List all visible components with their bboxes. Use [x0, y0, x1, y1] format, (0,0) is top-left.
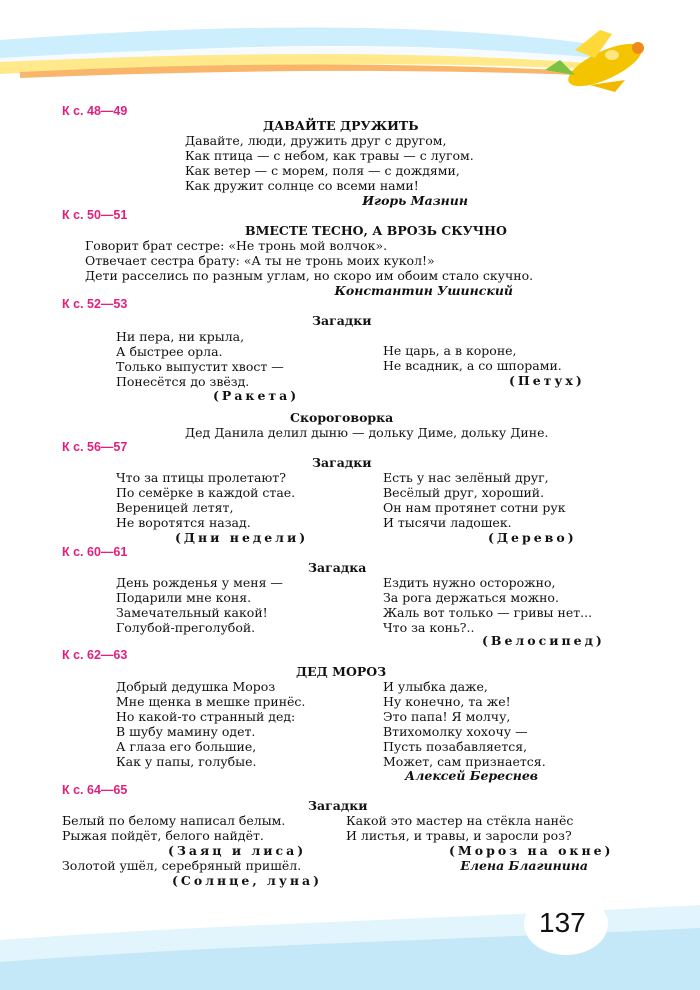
section-ref: К с. 62—63	[62, 648, 128, 662]
riddles-title: Загадки	[312, 455, 372, 470]
airplane-icon	[545, 30, 647, 95]
poem-line: Мне щенка в мешке принёс.	[116, 694, 306, 709]
riddle-right	[346, 813, 573, 843]
riddle-line: День рожденья у меня —	[116, 575, 283, 590]
author: Константин Ушинский	[334, 283, 513, 298]
section-ref: К с. 64—65	[62, 783, 128, 797]
riddle-line: Не всадник, а со шпорами.	[383, 358, 562, 373]
riddle-left	[116, 575, 283, 635]
riddle-line: И тысячи ладошек.	[383, 515, 512, 530]
riddle-line: Он нам протянет сотни рук	[383, 500, 566, 515]
author: Алексей Береснев	[405, 768, 538, 783]
riddle-right	[383, 470, 566, 530]
poem-title: ДЕД МОРОЗ	[296, 664, 387, 679]
riddle-line: Есть у нас зелёный друг,	[383, 470, 549, 485]
riddle-line: Что за конь?..	[383, 620, 475, 635]
poem-line: Это папа! Я молчу,	[383, 709, 511, 724]
riddle-answer: (Солнце, луна)	[172, 873, 323, 888]
riddle-answer: (Ракета)	[213, 388, 300, 403]
author: Игорь Мазнин	[362, 193, 468, 208]
poem-left	[116, 679, 305, 769]
section-ref: К с. 52—53	[62, 297, 128, 311]
riddle-line: За рога держаться можно.	[383, 590, 559, 605]
poem-line: Как птица — с небом, как травы — с лугом.	[185, 148, 474, 163]
section-ref: К с. 48—49	[62, 104, 128, 118]
section-ref: К с. 50—51	[62, 208, 128, 222]
riddle-line: Рыжая пойдёт, белого найдёт.	[62, 828, 264, 843]
riddles-title: Загадки	[308, 798, 368, 813]
riddle-line: По семёрке в каждой стае.	[116, 485, 296, 500]
riddle-line: Замечательный какой!	[116, 605, 268, 620]
riddle-line: Вереницей летят,	[116, 500, 234, 515]
poem-line: Давайте, люди, дружить друг с другом,	[185, 133, 447, 148]
poem-line: Может, сам признается.	[383, 754, 546, 769]
story-text	[85, 238, 533, 283]
section-ref: К с. 60—61	[62, 545, 128, 559]
riddle-line: Понесётся до звёзд.	[116, 374, 250, 389]
poem-line: И улыбка даже,	[383, 679, 488, 694]
poem-line: Как у папы, голубые.	[116, 754, 257, 769]
riddle-line: А быстрее орла.	[116, 344, 223, 359]
poem-line: Втихомолку хохочу —	[383, 724, 528, 739]
riddle-line: Ни пера, ни крыла,	[116, 329, 245, 344]
riddle-answer: (Дни недели)	[175, 530, 309, 545]
riddle-line: Белый по белому написал белым.	[62, 813, 286, 828]
poem-line: Добрый дедушка Мороз	[116, 679, 276, 694]
section-ref: К с. 56—57	[62, 440, 128, 454]
page-number: 137	[539, 907, 586, 938]
poem-line: В шубу мамину одет.	[116, 724, 256, 739]
riddle-line: Золотой ушёл, серебряный пришёл.	[62, 858, 302, 873]
riddle-title: Загадка	[308, 560, 367, 575]
poem-line: А глаза его большие,	[116, 739, 257, 754]
riddle-line: Ездить нужно осторожно,	[383, 575, 556, 590]
riddle-line: Подарили мне коня.	[116, 590, 252, 605]
poem-line: Как дружит солнце со всеми нами!	[185, 178, 419, 193]
riddle-answer: (Мороз на окне)	[449, 843, 614, 858]
riddle-line: Только выпустит хвост —	[116, 359, 284, 374]
tongue-twister-text: Дед Данила делил дыню — дольку Диме, дольку Дине.	[185, 425, 549, 440]
riddle-line: Что за птицы пролетают?	[116, 470, 286, 485]
story-title: ВМЕСТЕ ТЕСНО, А ВРОЗЬ СКУЧНО	[245, 223, 507, 238]
story-line: Говорит брат сестре: «Не тронь мой волчок».	[85, 238, 388, 253]
poem-line: Но какой-то странный дед:	[116, 709, 296, 724]
riddle-answer: (Дерево)	[488, 530, 577, 545]
riddles-title: Загадки	[312, 313, 372, 328]
poem-line: Ну конечно, та же!	[383, 694, 511, 709]
poem-right	[383, 679, 546, 769]
riddle-answer: (Велосипед)	[482, 633, 605, 648]
story-line: Отвечает сестра брату: «А ты не тронь моих кукол!»	[85, 253, 435, 268]
header-swoosh	[0, 0, 700, 100]
riddle-answer: (Петух)	[509, 373, 585, 388]
riddle-line: Весёлый друг, хороший.	[383, 485, 545, 500]
poem-line: Как ветер — с морем, поля — с дождями,	[185, 163, 460, 178]
riddle-answer: (Заяц и лиса)	[168, 843, 307, 858]
riddle-line: Голубой-преголубой.	[116, 620, 256, 635]
tongue-twister-title: Скороговорка	[290, 410, 394, 425]
riddle-line: И листья, и травы, и заросли роз?	[346, 828, 572, 843]
riddle-line: Не царь, а в короне,	[383, 343, 517, 358]
riddle-right	[383, 343, 562, 373]
riddle-left	[116, 329, 284, 389]
riddle-left	[116, 470, 295, 530]
riddle-left	[62, 813, 285, 843]
story-line: Дети расселись по разным углам, но скоро им обоим стало скучно.	[85, 268, 534, 283]
riddle-line: Не воротятся назад.	[116, 515, 251, 530]
poem-line: Пусть позабавляется,	[383, 739, 528, 754]
riddle-line: Жаль вот только — гривы нет...	[383, 605, 593, 620]
poem-title: ДАВАЙТЕ ДРУЖИТЬ	[263, 118, 419, 133]
riddle-line: Какой это мастер на стёкла нанёс	[346, 813, 574, 828]
riddle-right	[383, 575, 592, 635]
poem-text	[185, 133, 474, 193]
author: Елена Благинина	[460, 858, 588, 873]
